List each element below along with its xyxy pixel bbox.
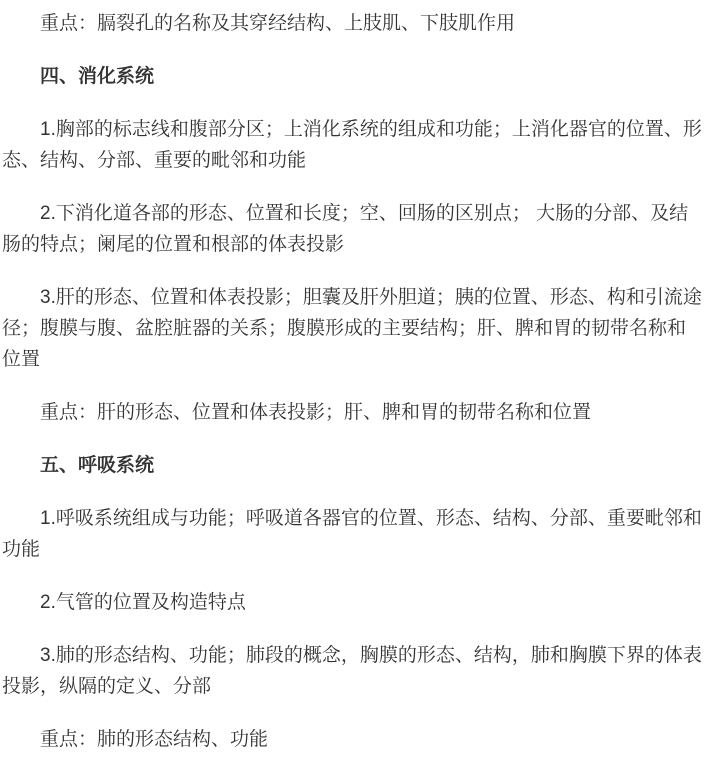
document-paragraph-list-item: 3.肝的形态、位置和体表投影；胆囊及肝外胆道；胰的位置、形态、构和引流途径；腹膜与腹、盆腔脏器的关系；腹膜形成的主要结构；肝、脾和胃的韧带名称和位置 [2, 287, 702, 370]
document-paragraph-key-points: 重点：膈裂孔的名称及其穿经结构、上肢肌、下肢肌作用 [40, 13, 516, 34]
document-paragraph-list-item: 3.肺的形态结构、功能；肺段的概念，胸膜的形态、结构，肺和胸膜下界的体表投影，纵隔的定义、分部 [2, 645, 702, 697]
document-paragraph-key-points: 重点：肺的形态结构、功能 [40, 729, 269, 750]
document-paragraph-list-item: 2.气管的位置及构造特点 [40, 592, 246, 613]
section-heading: 五、呼吸系统 [40, 455, 155, 476]
document-paragraph-list-item: 2.下消化道各部的形态、位置和长度；空、回肠的区别点； 大肠的分部、及结肠的特点；阑尾的位置和根部的体表投影 [2, 203, 689, 255]
document-paragraph-key-points: 重点：肝的形态、位置和体表投影；肝、脾和胃的韧带名称和位置 [40, 402, 592, 423]
section-heading: 四、消化系统 [40, 66, 155, 87]
document-paragraph-list-item: 1.呼吸系统组成与功能；呼吸道各器官的位置、形态、结构、分部、重要毗邻和功能 [2, 508, 702, 560]
document-paragraph-list-item: 1.胸部的标志线和腹部分区；上消化系统的组成和功能；上消化器官的位置、形态、结构、分部、重要的毗邻和功能 [2, 119, 702, 171]
